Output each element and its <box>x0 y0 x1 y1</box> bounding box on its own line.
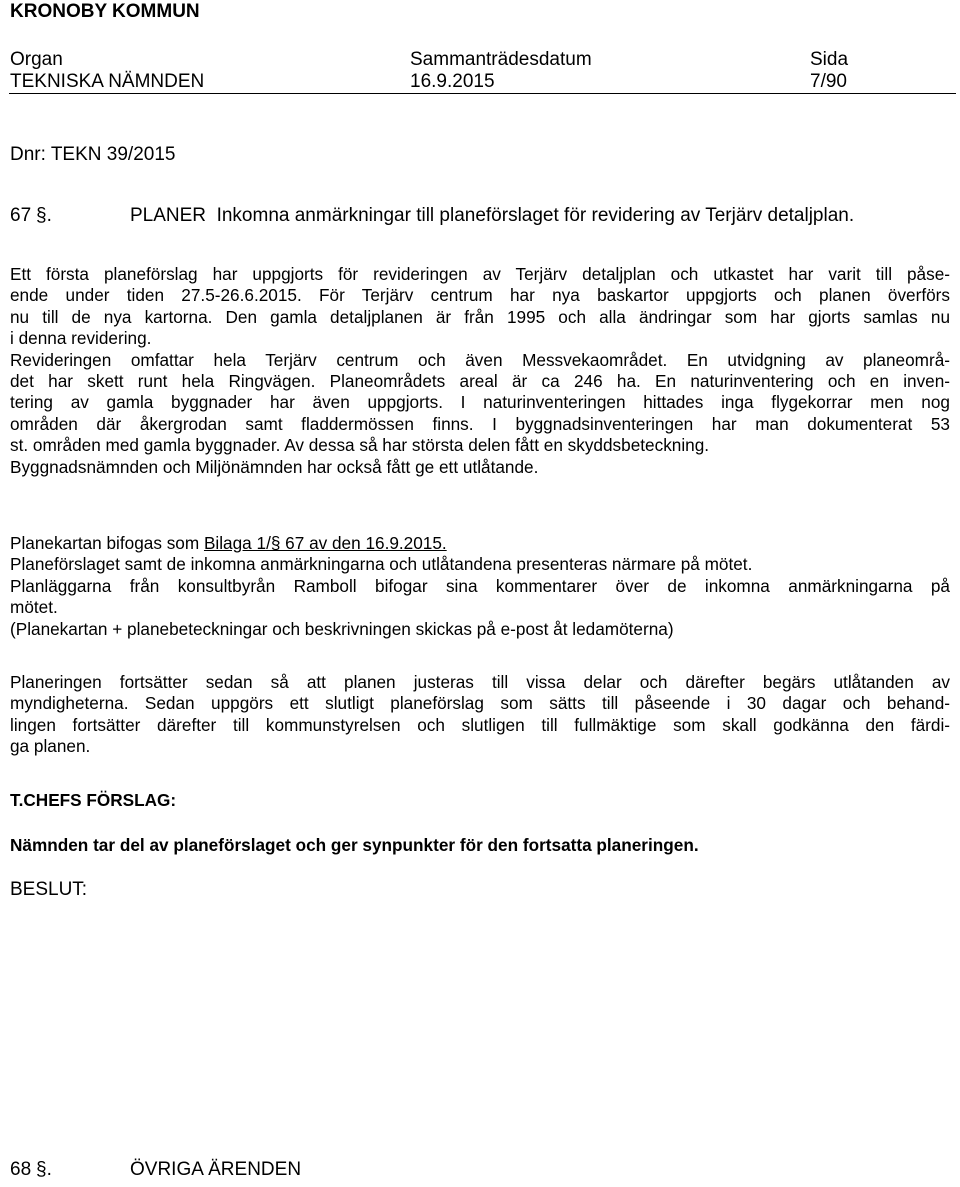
text-line: ga planen. <box>10 736 91 757</box>
section-67-number: 67 <box>10 205 32 226</box>
attachment-prefix: Planekartan bifogas som <box>10 533 204 553</box>
header-organ-value: TEKNISKA NÄMNDEN <box>10 71 205 92</box>
header-date-label: Sammanträdesdatum <box>410 49 592 70</box>
section-68-number: 68 <box>10 1159 32 1180</box>
text-line: Byggnadsnämnden och Miljönämnden har också fått ge ett utlåtande. <box>10 456 539 477</box>
section-68-title: ÖVRIGA ÄRENDEN <box>130 1159 302 1180</box>
text-line: mötet. <box>10 597 58 618</box>
paragraph-background <box>10 264 950 478</box>
organization-name: KRONOBY KOMMUN <box>10 1 200 22</box>
proposal-text: Nämnden tar del av planeförslaget och ger synpunkter för den fortsatta planeringen. <box>10 835 699 855</box>
header-organ-label: Organ <box>10 49 63 70</box>
header-date-value: 16.9.2015 <box>410 71 495 92</box>
paragraph-next-steps <box>10 672 950 758</box>
text-line: Planläggarna från konsultbyrån Ramboll bifogar sina kommentarer över de inkomna anmärkningarna på <box>10 575 950 596</box>
text-line: i denna revidering. <box>10 328 152 349</box>
text-line: Planeförslaget samt de inkomna anmärkningarna och utlåtandena presenteras närmare på mötet. <box>10 554 753 575</box>
text-line: det har skett runt hela Ringvägen. Planeområdets areal är ca 246 ha. En naturinventering och en inven- <box>10 371 950 392</box>
text-line: st. områden med gamla byggnader. Av dessa så har största delen fått en skyddsbeteckning. <box>10 435 710 456</box>
text-line: Planeringen fortsätter sedan så att planen justeras till vissa delar och därefter begärs utlåtanden av <box>10 672 950 692</box>
text-line: områden där åkergrodan samt fladdermössen finns. I byggnadsinventeringen har man dokumenterat 53 <box>10 413 950 434</box>
paragraph-attachments <box>10 533 950 640</box>
section-67-symbol: §. <box>36 205 52 226</box>
header-divider <box>9 93 956 94</box>
text-line <box>10 533 950 554</box>
section-68-symbol: §. <box>36 1159 52 1180</box>
text-line: Revideringen omfattar hela Terjärv centrum och även Messvekaområdet. En utvidgning av planeområ- <box>10 349 950 370</box>
text-line: ende under tiden 27.5-26.6.2015. För Terjärv centrum har nya baskartor uppgjorts och planen överförs <box>10 285 950 306</box>
decision-label: BESLUT: <box>10 879 88 900</box>
header-page-value: 7/90 <box>810 71 847 92</box>
text-line: tering av gamla byggnader har även uppgjorts. I naturinventeringen hittades inga flygekorrar men nog <box>10 392 950 413</box>
header-page-label: Sida <box>810 49 849 70</box>
proposal-heading: T.CHEFS FÖRSLAG: <box>10 790 177 810</box>
diary-number: Dnr: TEKN 39/2015 <box>10 144 176 165</box>
attachment-reference: Bilaga 1/§ 67 av den 16.9.2015. <box>203 533 447 553</box>
text-line: lingen fortsätter därefter till kommunstyrelsen och slutligen till fullmäktige som skall godkänna den färdi- <box>10 714 950 735</box>
text-line: myndigheterna. Sedan uppgörs ett slutligt planeförslag som sätts till påseende i 30 dagar och behand- <box>10 693 950 714</box>
text-line: nu till de nya kartorna. Den gamla detaljplanen är från 1995 och alla ändringar som har gjorts samlas nu <box>10 306 950 327</box>
text-line: (Planekartan + planebeteckningar och beskrivningen skickas på e-post åt ledamöterna) <box>10 618 674 639</box>
section-67-title: PLANER Inkomna anmärkningar till planeförslaget för revidering av Terjärv detaljplan. <box>130 205 855 226</box>
text-line: Ett första planeförslag har uppgjorts för revideringen av Terjärv detaljplan och utkastet har varit till påse- <box>10 264 950 284</box>
